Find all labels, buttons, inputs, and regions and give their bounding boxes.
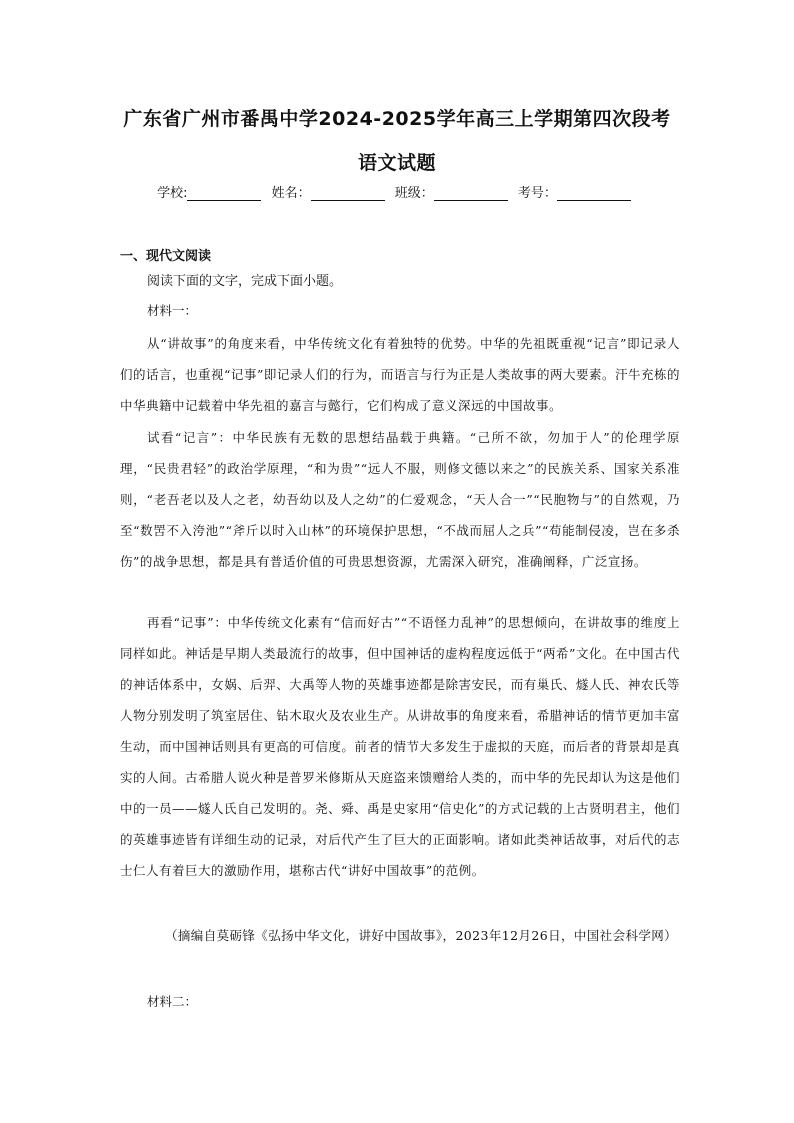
material-two-label: 材料二： — [147, 994, 198, 1009]
material-one-paragraph: 试看“记言”：中华民族有无数的思想结晶载于典籍。“己所不欲，勿加于人”的伦理学原理，“民贵君轻”的政治学原理，“和为贵”“远人不服，则修文德以来之”的民族关系、国家关系准则，“老吾老以及人之老，幼吾幼以及人之幼”的仁爱观念，“天人合一”“民胞物与”的自然观，乃至“数罟不入洿池”“斧斤以时入山林”的环境保护思想，“不战而屈人之兵”“苟能制侵凌，岂在多杀伤”的战争思想，都是具有普适价值的可贵思想资源，尤需深入研究，准确阐释，广泛宣扬。 — [120, 430, 680, 569]
school-label: 学校: — [157, 186, 188, 201]
material-one-paragraph: 从“讲故事”的角度来看，中华传统文化有着独特的优势。中华的先祖既重视“记言”即记录人们的话言，也重视“记事”即记录人们的行为，而语言与行为正是人类故事的两大要素。汗牛充栋的中华典籍中记载着中华先祖的嘉言与懿行，它们构成了意义深远的中国故事。 — [120, 336, 680, 413]
material-one-source: （摘编自莫砺锋《弘扬中华文化，讲好中国故事》，2023年12月26日，中国社会科学网） — [165, 928, 678, 943]
student-info-row — [0, 182, 794, 201]
section-heading: 一、现代文阅读 — [120, 249, 212, 264]
exam-title: 广东省广州市番禺中学2024-2025学年高三上学期第四次段考 — [123, 108, 671, 130]
number-blank[interactable] — [557, 186, 631, 201]
name-label: 姓名： — [271, 186, 311, 201]
material-one-paragraph: 再看“记事”：中华传统文化素有“信而好古”“不语怪力乱神”的思想倾向，在讲故事的维度上同样如此。神话是早期人类最流行的故事，但中国神话的虚构程度远低于“两希”文化。在中国古代的神话体系中，女娲、后羿、大禹等人物的英雄事迹都是除害安民，而有巢氏、燧人氏、神农氏等人物分别发明了筑室居住、钻木取火及农业生产。从讲故事的角度来看，希腊神话的情节更加丰富生动，而中国神话则具有更高的可信度。前者的情节大多发生于虚拟的天庭，而后者的背景却是真实的人间。古希腊人说火种是普罗米修斯从天庭盗来馈赠给人类的，而中华的先民却认为这是他们中的一员——燧人氏自己发明的。尧、舜、禹是史家用“信史化”的方式记载的上古贤明君主，他们的英雄事迹皆有详细生动的记录，对后代产生了巨大的正面影响。诸如此类神话故事，对后代的志士仁人有着巨大的激励作用，堪称古代“讲好中国故事”的范例。 — [120, 615, 680, 878]
name-blank[interactable] — [311, 186, 385, 201]
number-label: 考号： — [517, 186, 557, 201]
exam-subject: 语文试题 — [357, 152, 436, 174]
class-label: 班级： — [394, 186, 434, 201]
school-blank[interactable] — [187, 186, 261, 201]
class-blank[interactable] — [434, 186, 508, 201]
material-one-label: 材料一： — [147, 303, 198, 318]
section-instruction: 阅读下面的文字，完成下面小题。 — [147, 274, 343, 289]
